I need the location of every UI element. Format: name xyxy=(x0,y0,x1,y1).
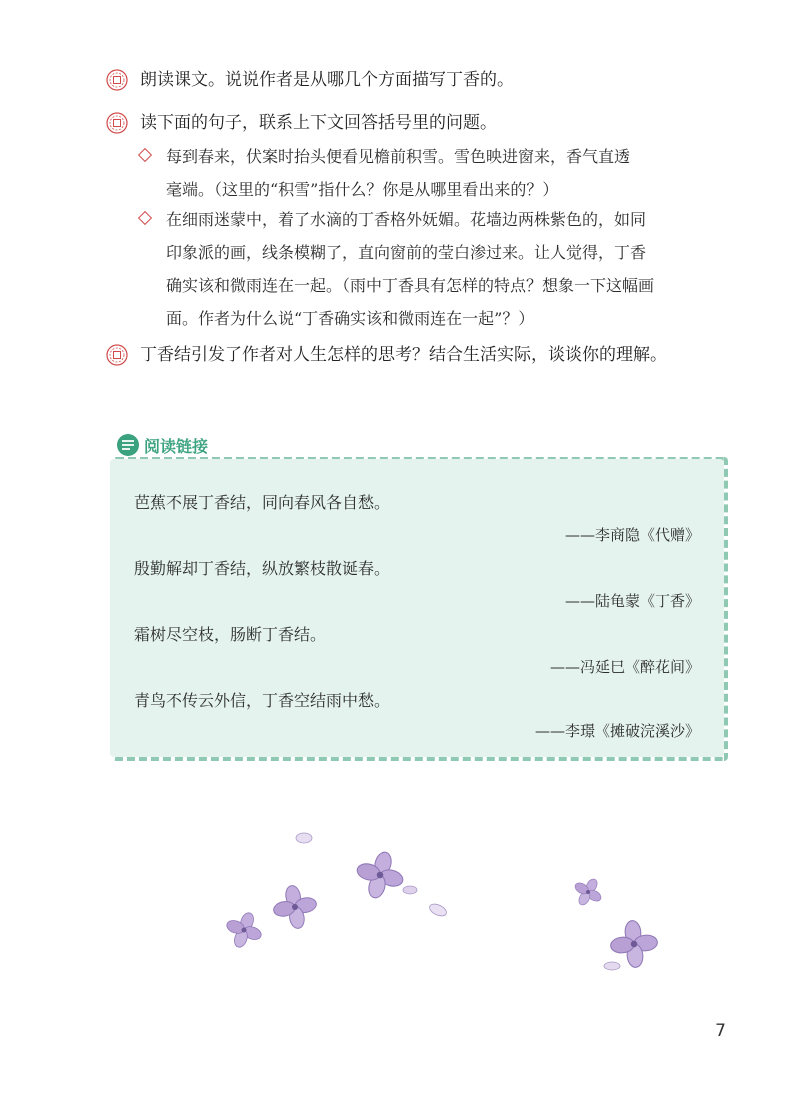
seal-icon xyxy=(106,344,128,366)
reading-link-heading xyxy=(116,432,208,458)
lilac-flowers-illustration xyxy=(0,820,800,1000)
subitem-line: 毫端。（这里的“积雪”指什么？你是从哪里看出来的？） xyxy=(166,180,559,199)
page-number: 7 xyxy=(715,1021,726,1041)
lilac-flower xyxy=(351,846,408,903)
subitem-line: 在细雨迷蒙中，着了水滴的丁香格外妩媚。花墙边两株紫色的，如同 xyxy=(166,210,647,229)
poem-source: ——陆龟蒙《丁香》 xyxy=(564,592,700,610)
poem-verse: 殷勤解却丁香结，纵放繁枝散诞春。 xyxy=(134,559,391,578)
poem-source: ——李璟《摊破浣溪沙》 xyxy=(534,722,700,740)
poem-source: ——冯延巳《醉花间》 xyxy=(549,658,700,676)
poem-source: ——李商隐《代赠》 xyxy=(564,526,700,544)
petal xyxy=(604,962,620,970)
subitem-line: 每到春来，伏案时抬头便看见檐前积雪。雪色映进窗来，香气直透 xyxy=(166,147,631,166)
lilac-flower xyxy=(270,882,320,932)
poem-verse: 芭蕉不展丁香结，同向春风各自愁。 xyxy=(134,493,391,512)
subitem-line: 印象派的画，线条模糊了，直向窗前的莹白渗过来。让人觉得，丁香 xyxy=(166,243,647,262)
lilac-flower xyxy=(221,907,267,953)
subitem-line: 面。作者为什么说“丁香确实该和微雨连在一起”？） xyxy=(166,309,535,328)
question-text: 丁香结引发了作者对人生怎样的思考？结合生活实际，谈谈你的理解。 xyxy=(140,345,667,365)
petal xyxy=(296,833,312,843)
poem-verse: 青鸟不传云外信，丁香空结雨中愁。 xyxy=(134,691,391,710)
lilac-flower xyxy=(568,872,607,911)
petal xyxy=(428,902,449,919)
petal xyxy=(403,886,417,894)
subitem-2 xyxy=(140,203,732,335)
seal-icon xyxy=(106,69,128,91)
poem-verse: 霜树尽空枝，肠断丁香结。 xyxy=(134,625,327,644)
lilac-flower xyxy=(609,919,660,970)
book-icon xyxy=(116,433,140,457)
reading-link-title: 阅读链接 xyxy=(144,436,209,456)
subitem-1 xyxy=(140,140,732,206)
subitem-line: 确实该和微雨连在一起。（雨中丁香具有怎样的特点？想象一下这幅画 xyxy=(166,276,655,295)
diamond-bullet-icon xyxy=(138,211,152,225)
question-text: 读下面的句子，联系上下文回答括号里的问题。 xyxy=(140,113,497,133)
seal-icon xyxy=(106,112,128,134)
diamond-bullet-icon xyxy=(138,148,152,162)
question-text: 朗读课文。说说作者是从哪几个方面描写丁香的。 xyxy=(140,70,514,90)
